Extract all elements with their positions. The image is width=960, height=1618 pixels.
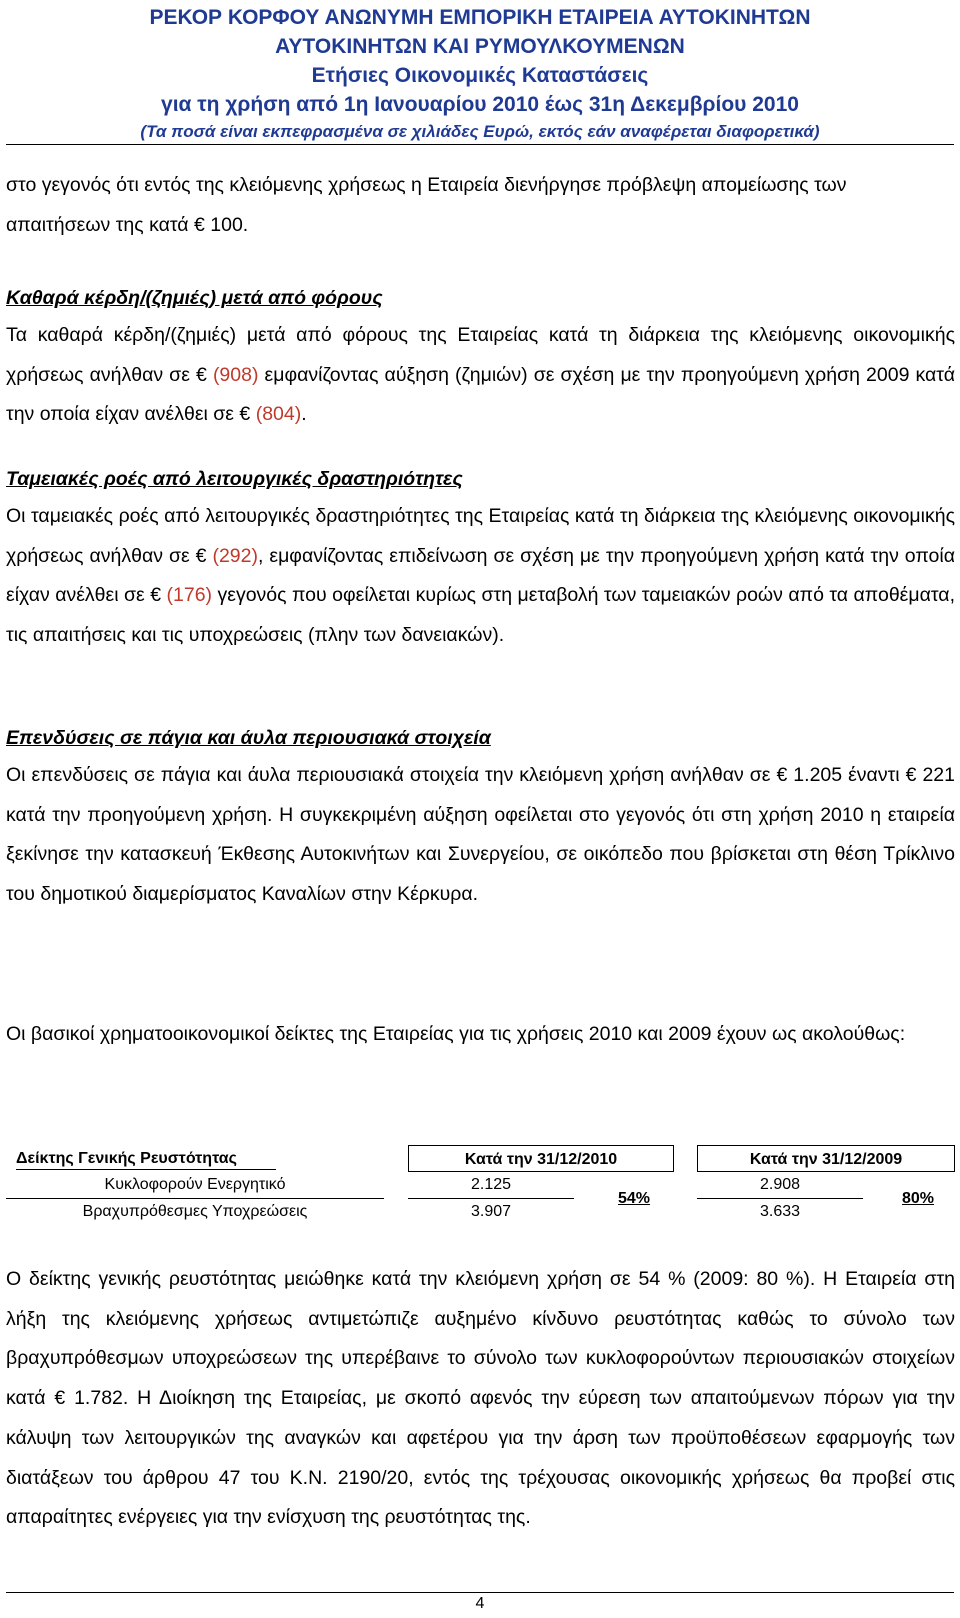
net-loss-2010: (908) <box>212 363 259 386</box>
euro-sign: € <box>239 403 251 426</box>
cash-flow-2010: (292) <box>212 544 258 567</box>
euro-sign: € <box>194 213 205 236</box>
column-header-2009: Κατά την 31/12/2009 <box>697 1145 955 1172</box>
current-liabilities-2010: 3.907 <box>470 1203 512 1220</box>
investments-paragraph: Οι επενδύσεις σε πάγια και άυλα περιουσιακά στοιχεία την κλειόμενη χρήση ανήλθαν σε € 1.205 έναντι € 221 κατά την προηγούμενη χρήση. Η συγκεκριμένη αύξηση οφείλεται στο γεγονός ότι στη χρήση 2010 η εταιρεία ξεκίνησε την κατασκευή Έκθεσης Αυτοκινήτων και Συνεργείου, σε οικόπεδο που βρίσκεται στη θέση Τρίκλινο του δημοτικού διαμερίσματος Καναλίων στην Κέρκυρα. <box>6 756 955 915</box>
current-liabilities-2009: 3.633 <box>759 1203 801 1220</box>
current-assets-2010: 2.125 <box>470 1176 512 1193</box>
cash-flows-paragraph: Οι ταμειακές ροές από λειτουργικές δραστηριότητες της Εταιρείας κατά τη διάρκεια της κλειόμενης οικονομικής χρήσεως ανήλθαν σε € (292), εμφανίζοντας επιδείνωση σε σχέση με την προηγούμενη χρήση κατά την οποία είχαν ανέλθει σε € (176) γεγονός που οφείλεται κυρίως στη μεταβολή των ταμειακών ροών από τα αποθέματα, τις απαιτήσεις και τις υποχρεώσεις (πλην των δανειακών). <box>6 505 955 647</box>
cash-flows-heading: Ταμειακές ροές από λειτουργικές δραστηριότητες <box>6 468 463 490</box>
footer-divider <box>6 1592 954 1593</box>
row-label-current-assets: Κυκλοφορούν Ενεργητικό <box>104 1176 286 1193</box>
title-underline <box>16 1169 276 1170</box>
net-profit-paragraph: Τα καθαρά κέρδη/(ζημιές) μετά από φόρους της Εταιρείας κατά τη διάρκεια της κλειόμενης οικονομικής χρήσεως ανήλθαν σε € (908) εμφανίζοντας αύξηση (ζημιών) σε σχέση με την προηγούμενη χρήση 2009 κατά την οποία είχαν ανέλθει σε € (804). <box>6 316 955 435</box>
euro-sign: € <box>195 544 207 567</box>
current-assets-2009: 2.908 <box>759 1176 801 1193</box>
intro-paragraph: στο γεγονός ότι εντός της κλειόμενης χρήσεως η Εταιρεία διενήργησε πρόβλεψη απομείωσης των απαιτήσεων της κατά € 100. <box>6 166 955 245</box>
liquidity-ratio-2009: 80% <box>902 1190 935 1207</box>
ratios-intro-paragraph: Οι βασικοί χρηματοοικονομικοί δείκτες της Εταιρείας για τις χρήσεις 2010 και 2009 έχουν ως ακολούθως: <box>6 1023 906 1045</box>
liquidity-ratio-2010: 54% <box>618 1190 651 1207</box>
document-header <box>0 3 960 145</box>
column-header-2010: Κατά την 31/12/2010 <box>408 1145 674 1172</box>
company-name-line1: ΡΕΚΟΡ ΚΟΡΦΟΥ ΑΝΩΝΥΜΗ ΕΜΠΟΡΙΚΗ ΕΤΑΙΡΕΙΑ ΑΥΤΟΚΙΝΗΤΩΝ <box>149 6 811 29</box>
report-period: για τη χρήση από 1η Ιανουαρίου 2010 έως 31η Δεκεμβρίου 2010 <box>161 93 799 116</box>
euro-sign: € <box>776 764 788 786</box>
row-label-current-liabilities: Βραχυπρόθεσμες Υποχρεώσεις <box>82 1203 308 1220</box>
euro-sign: € <box>150 584 162 607</box>
euro-sign: € <box>905 764 917 786</box>
cash-flow-2009: (176) <box>166 584 213 607</box>
fraction-line <box>408 1198 574 1199</box>
fraction-line <box>6 1198 384 1199</box>
fraction-line <box>697 1198 863 1199</box>
net-loss-2009: (804) <box>255 403 302 426</box>
company-name-line2: ΑΥΤΟΚΙΝΗΤΩΝ ΚΑΙ ΡΥΜΟΥΛΚΟΥΜΕΝΩΝ <box>275 35 685 58</box>
liquidity-paragraph: Ο δείκτης γενικής ρευστότητας μειώθηκε κατά την κλειόμενη χρήση σε 54 % (2009: 80 %). Η Εταιρεία στη λήξη της κλειόμενης χρήσεως αντιμετώπιζε αυξημένο κίνδυνο ρευστότητας καθώς το σύνολο των βραχυπρόθεσμων υποχρεώσεων της υπερέβαινε το σύνολο των κυκλοφορούντων περιουσιακών στοιχείων κατά € 1.782. Η Διοίκηση της Εταιρείας, με σκοπό αφενός την εύρεση των απαιτούμενων πόρων για την κάλυψη των λειτουργικών της αναγκών και αφετέρου για την άρση των προϋποθέσεων εφαρμογής των διατάξεων του άρθρου 47 του Κ.Ν. 2190/20, εντός της τρέχουσας οικονομικής χρήσεως θα προβεί στις απαραίτητες ενέργειες για την ενίσχυση της ρευστότητας της. <box>6 1268 955 1529</box>
amounts-note: (Τα ποσά είναι εκπεφρασμένα σε χιλιάδες Ευρώ, εκτός εάν αναφέρεται διαφορετικά) <box>140 122 820 141</box>
net-profit-heading: Καθαρά κέρδη/(ζημιές) μετά από φόρους <box>6 287 383 309</box>
euro-sign: € <box>195 363 207 386</box>
header-divider <box>6 144 954 145</box>
ratio-table-title: Δείκτης Γενικής Ρευστότητας <box>16 1150 237 1167</box>
investments-heading: Επενδύσεις σε πάγια και άυλα περιουσιακά στοιχεία <box>6 727 491 749</box>
report-title: Ετήσιες Οικονομικές Καταστάσεις <box>311 64 649 87</box>
euro-sign: € <box>54 1387 66 1410</box>
page-number: 4 <box>475 1595 485 1612</box>
